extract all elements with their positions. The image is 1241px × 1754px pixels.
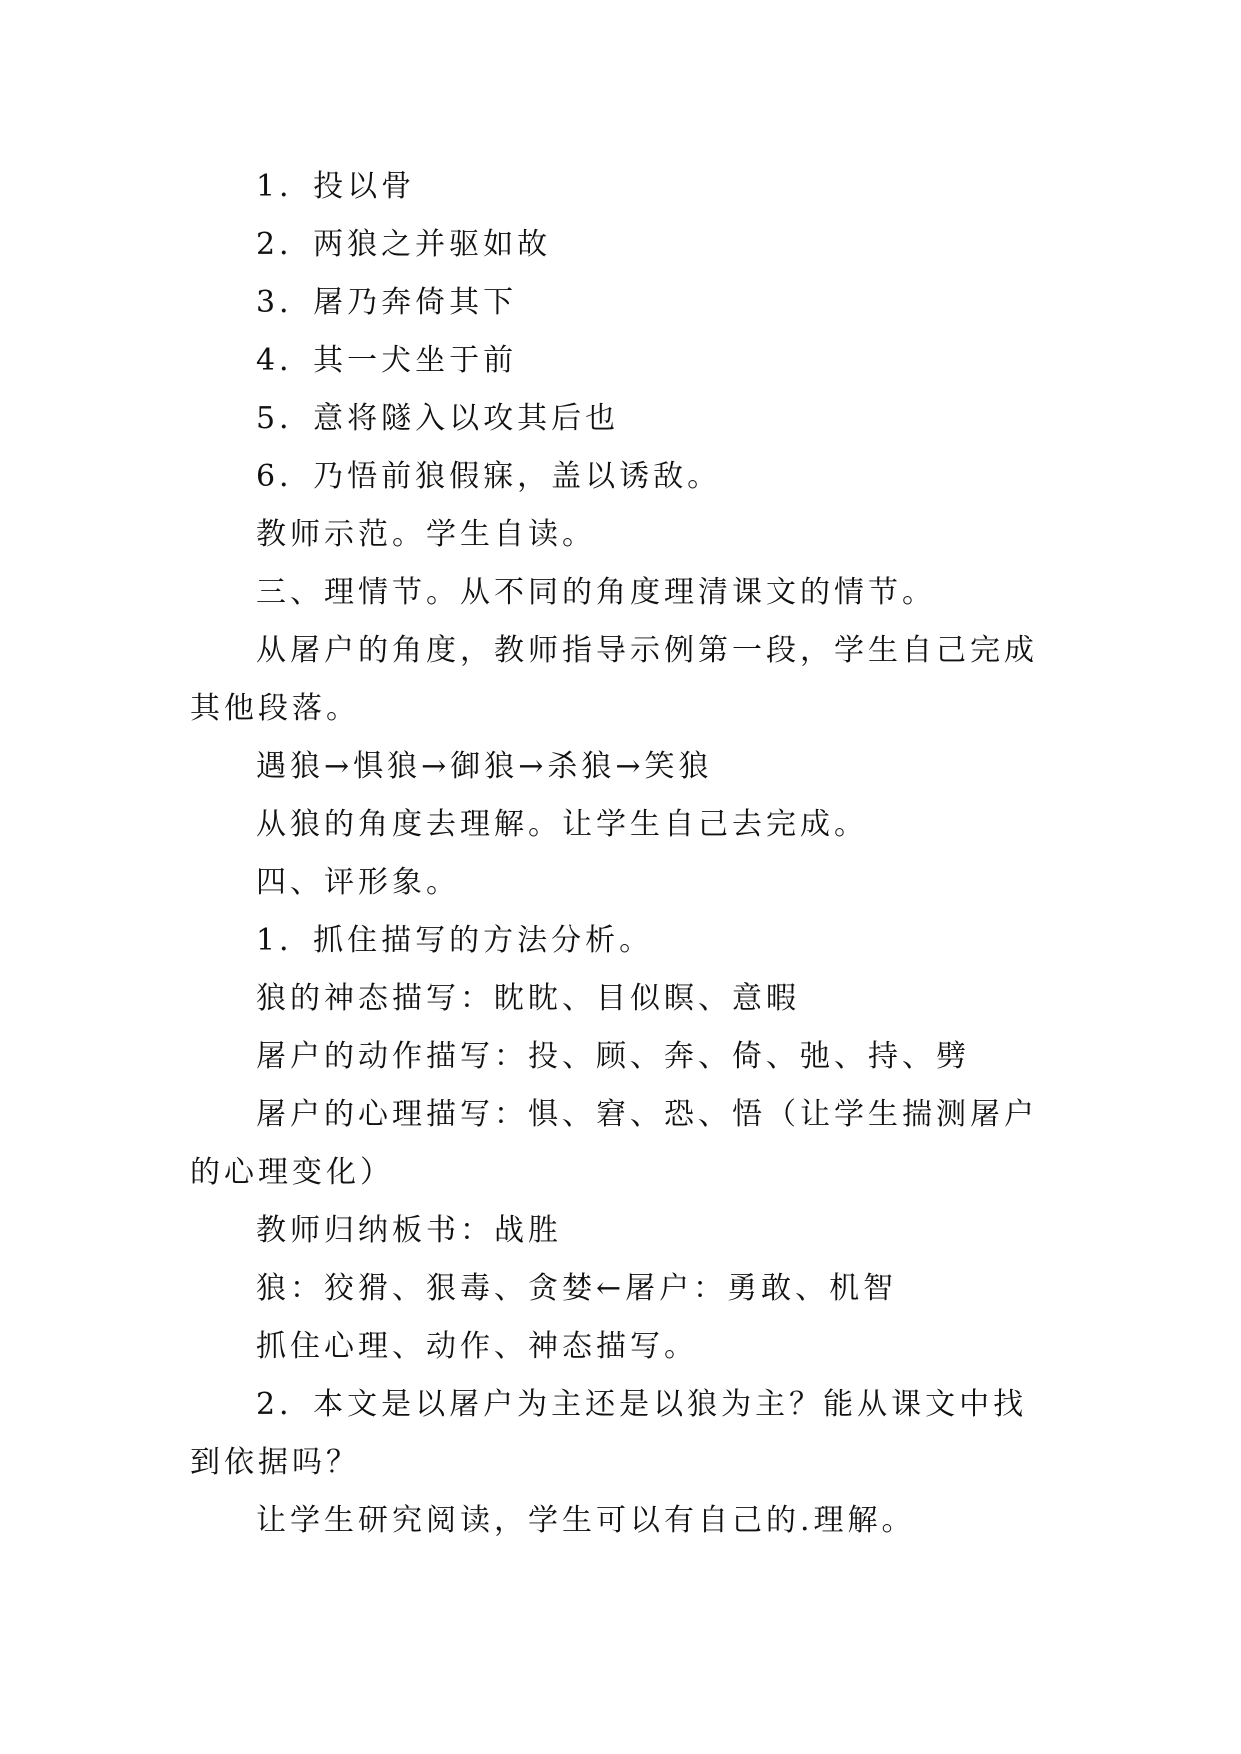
plot-sequence: 遇狼→惧狼→御狼→杀狼→笑狼 <box>256 749 713 784</box>
board-summary-line: 教师归纳板书：战胜 <box>256 1213 562 1248</box>
butcher-action-line: 屠户的动作描写：投、顾、奔、倚、弛、持、劈 <box>256 1039 970 1074</box>
list-item-6: 6．乃悟前狼假寐，盖以诱敌。 <box>256 459 722 494</box>
analysis-item-2: 2．本文是以屠户为主还是以狼为主？能从课文中找到依据吗？ <box>190 1387 1028 1480</box>
analysis-item-1: 1．抓住描写的方法分析。 <box>256 923 654 958</box>
list-item-3: 3．屠乃奔倚其下 <box>256 285 518 320</box>
list-item-1: 1．投以骨 <box>256 169 416 204</box>
list-item-2: 2．两狼之并驱如故 <box>256 227 552 262</box>
butcher-psychology-paragraph: 屠户的心理描写：惧、窘、恐、悟（让学生揣测屠户的心理变化） <box>190 1097 1038 1190</box>
comparison-line: 狼：狡猾、狠毒、贪婪←屠户：勇敢、机智 <box>256 1271 898 1306</box>
wolf-perspective-paragraph: 从狼的角度去理解。让学生自己去完成。 <box>256 807 868 842</box>
section-heading-character: 四、评形象。 <box>256 865 460 900</box>
list-item-5: 5．意将隧入以攻其后也 <box>256 401 620 436</box>
section-heading-plot: 三、理情节。从不同的角度理清课文的情节。 <box>256 575 936 610</box>
butcher-perspective-paragraph: 从屠户的角度，教师指导示例第一段，学生自己完成其他段落。 <box>190 633 1038 726</box>
wolf-demeanor-line: 狼的神态描写：眈眈、目似瞑、意暇 <box>256 981 800 1016</box>
teacher-demo-line: 教师示范。学生自读。 <box>256 517 596 552</box>
document-body <box>190 158 1050 1550</box>
description-methods-line: 抓住心理、动作、神态描写。 <box>256 1329 698 1364</box>
research-reading-line: 让学生研究阅读，学生可以有自己的.理解。 <box>256 1503 916 1538</box>
list-item-4: 4．其一犬坐于前 <box>256 343 518 378</box>
